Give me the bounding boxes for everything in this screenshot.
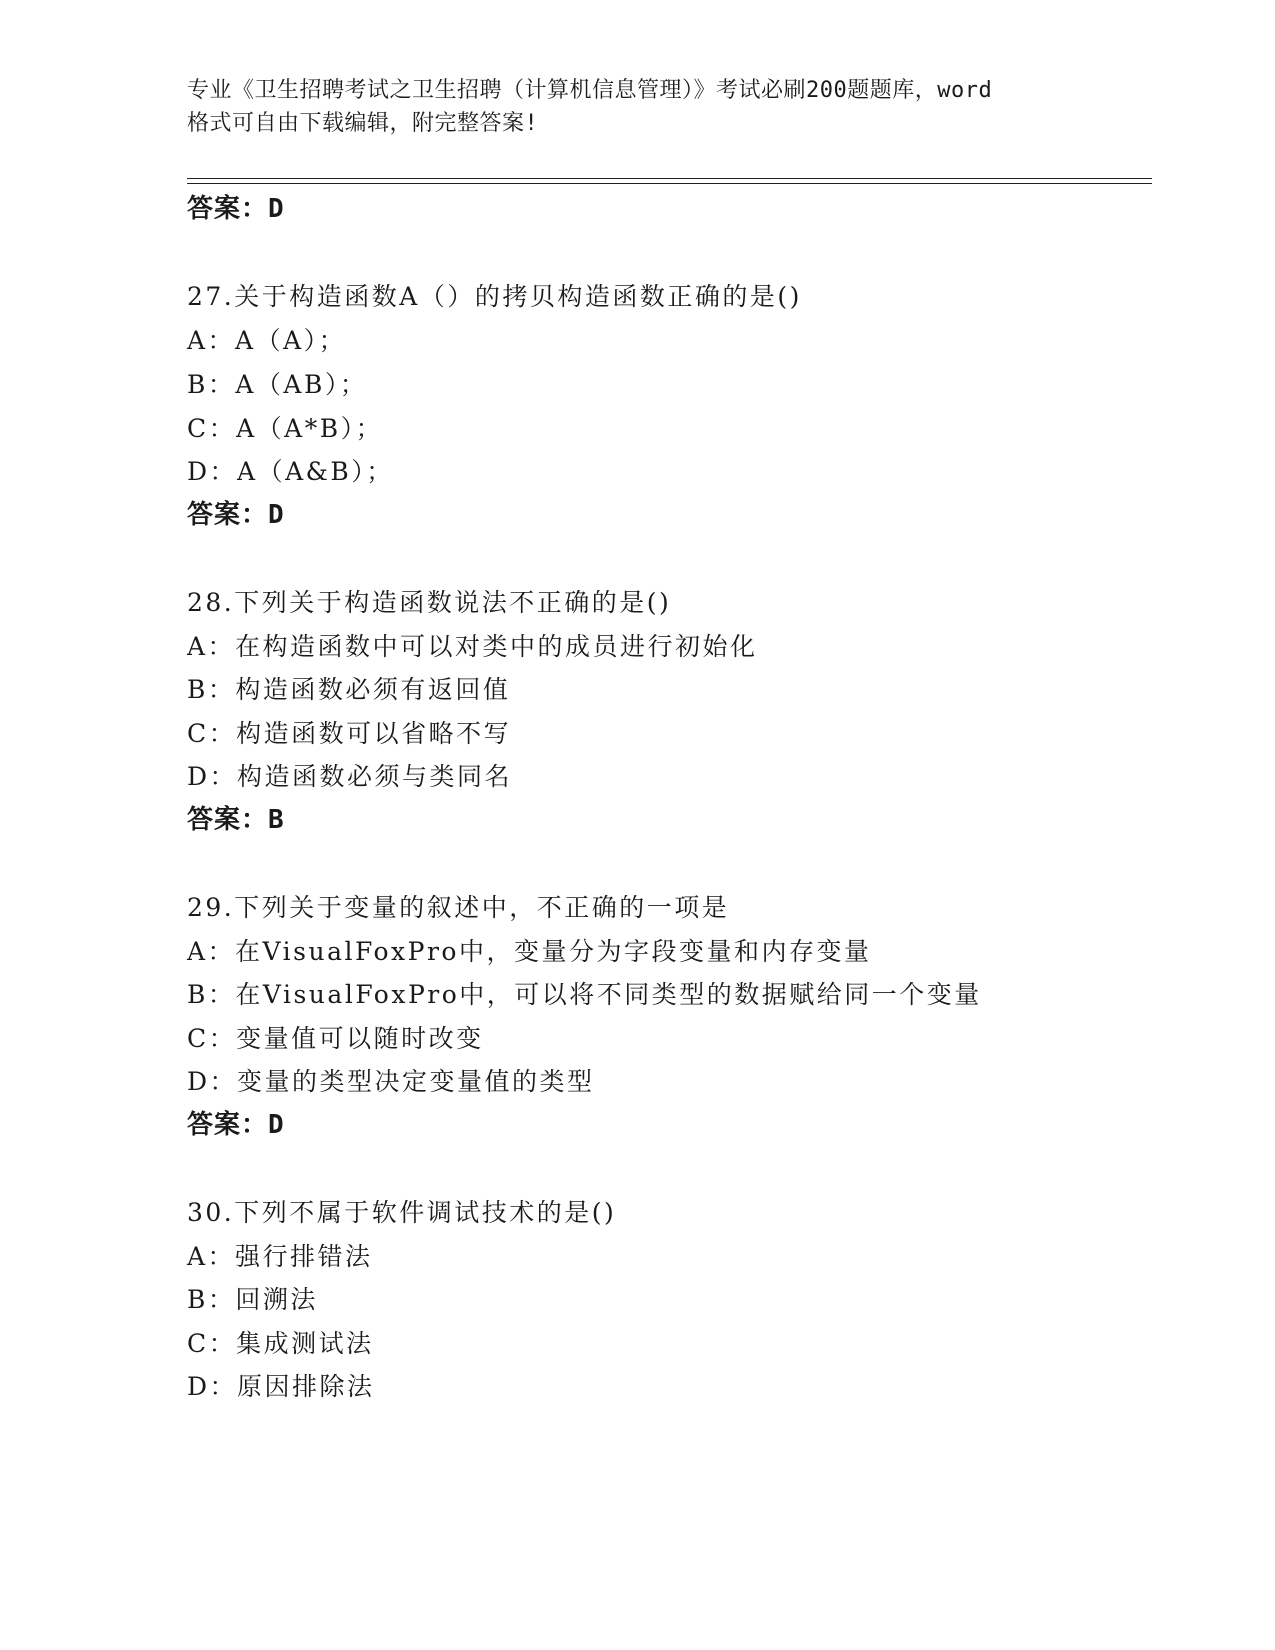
question-28-answer: 答案：B [187,805,285,835]
question-28-option-a: A：在构造函数中可以对类中的成员进行初始化 [187,632,758,661]
question-27-option-c: C：A（A*B）； [187,414,384,443]
question-29-option-c: C：变量值可以随时改变 [187,1024,484,1053]
question-28-stem: 28.下列关于构造函数说法不正确的是() [187,588,672,617]
question-27-option-b: B：A（AB）； [187,370,368,399]
question-27-answer: 答案：D [187,500,285,530]
question-28-option-b: B：构造函数必须有返回值 [187,675,511,704]
question-28-option-c: C：构造函数可以省略不写 [187,719,512,748]
question-29-stem: 29.下列关于变量的叙述中，不正确的一项是 [187,893,730,922]
question-30-option-a: A：强行排错法 [187,1242,373,1271]
previous-answer: 答案：D [187,194,285,224]
header-title-line-1: 专业《卫生招聘考试之卫生招聘（计算机信息管理）》考试必刷200题题库，word [187,78,993,103]
header-title-line-2: 格式可自由下载编辑，附完整答案! [187,111,539,136]
header-divider-top [187,178,1152,179]
question-28-option-d: D：构造函数必须与类同名 [187,762,513,791]
header-divider-bottom [187,183,1152,184]
question-30-option-c: C：集成测试法 [187,1329,374,1358]
question-29-answer: 答案：D [187,1110,285,1140]
question-27-option-d: D：A（A&B）； [187,457,394,486]
question-30-option-d: D：原因排除法 [187,1372,375,1401]
question-29-option-b: B：在VisualFoxPro中，可以将不同类型的数据赋给同一个变量 [187,980,982,1009]
document-header [187,74,1087,140]
question-29-option-d: D：变量的类型决定变量值的类型 [187,1067,595,1096]
question-27-option-a: A：A（A）； [187,326,347,355]
question-30-option-b: B：回溯法 [187,1285,318,1314]
question-29-option-a: A：在VisualFoxPro中，变量分为字段变量和内存变量 [187,937,872,966]
question-30-stem: 30.下列不属于软件调试技术的是() [187,1198,617,1227]
question-27-stem: 27.关于构造函数A（）的拷贝构造函数正确的是() [187,282,802,311]
